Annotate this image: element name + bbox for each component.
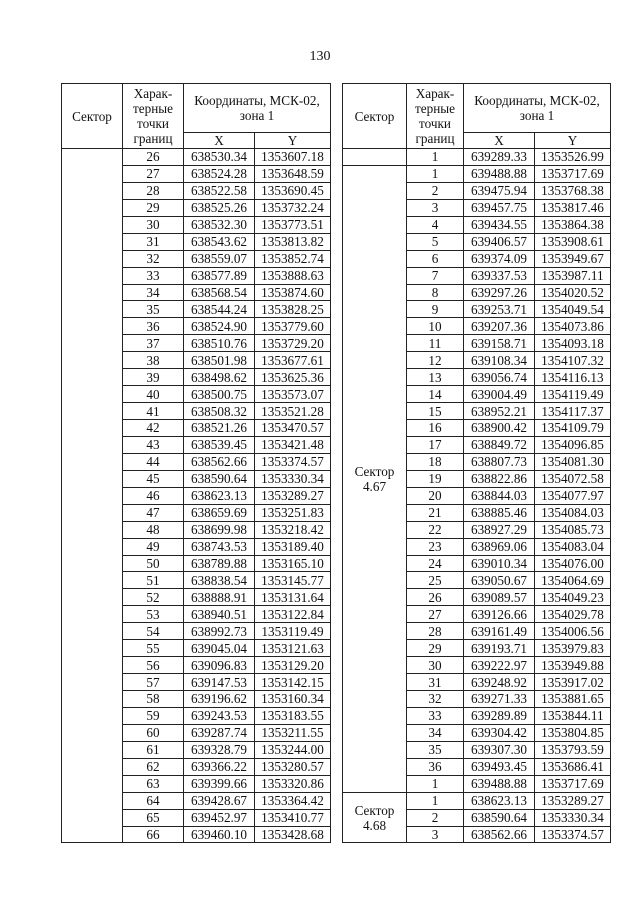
point-number-cell: 26 xyxy=(123,149,184,166)
x-coordinate-cell: 639366.22 xyxy=(184,758,255,775)
point-number-cell: 46 xyxy=(123,487,184,504)
x-coordinate-cell: 639328.79 xyxy=(184,741,255,758)
x-coordinate-cell: 638590.64 xyxy=(464,809,535,826)
x-coordinate-cell: 638659.69 xyxy=(184,504,255,521)
point-number-cell: 17 xyxy=(407,436,464,453)
y-coordinate-cell: 1354076.00 xyxy=(535,555,611,572)
y-coordinate-cell: 1354093.18 xyxy=(535,335,611,352)
x-coordinate-cell: 639488.88 xyxy=(464,775,535,792)
y-coordinate-cell: 1353289.27 xyxy=(535,792,611,809)
x-coordinate-cell: 639056.74 xyxy=(464,369,535,386)
x-coordinate-cell: 638940.51 xyxy=(184,606,255,623)
point-number-cell: 7 xyxy=(407,267,464,284)
y-coordinate-cell: 1354096.85 xyxy=(535,436,611,453)
x-coordinate-cell: 639475.94 xyxy=(464,182,535,199)
point-number-cell: 1 xyxy=(407,149,464,166)
point-number-cell: 3 xyxy=(407,826,464,843)
x-coordinate-cell: 639045.04 xyxy=(184,640,255,657)
y-coordinate-cell: 1353949.88 xyxy=(535,657,611,674)
coordinates-table-right xyxy=(342,83,611,843)
x-coordinate-cell: 638838.54 xyxy=(184,572,255,589)
x-coordinate-cell: 639193.71 xyxy=(464,640,535,657)
x-coordinate-cell: 639428.67 xyxy=(184,792,255,809)
y-coordinate-cell: 1353874.60 xyxy=(255,284,331,301)
point-number-cell: 20 xyxy=(407,487,464,504)
x-coordinate-cell: 638562.66 xyxy=(184,453,255,470)
x-coordinate-cell: 639297.26 xyxy=(464,284,535,301)
x-coordinate-cell: 639222.97 xyxy=(464,657,535,674)
point-number-cell: 26 xyxy=(407,589,464,606)
point-number-cell: 25 xyxy=(407,572,464,589)
point-number-cell: 36 xyxy=(407,758,464,775)
point-number-cell: 15 xyxy=(407,403,464,420)
point-number-cell: 1 xyxy=(407,792,464,809)
y-coordinate-cell: 1353320.86 xyxy=(255,775,331,792)
header-sector: Сектор xyxy=(343,84,407,149)
point-number-cell: 14 xyxy=(407,386,464,403)
x-coordinate-cell: 638524.90 xyxy=(184,318,255,335)
x-coordinate-cell: 638952.21 xyxy=(464,403,535,420)
point-number-cell: 33 xyxy=(407,707,464,724)
point-number-cell: 45 xyxy=(123,470,184,487)
x-coordinate-cell: 639271.33 xyxy=(464,691,535,708)
point-number-cell: 5 xyxy=(407,233,464,250)
point-number-cell: 33 xyxy=(123,267,184,284)
y-coordinate-cell: 1353160.34 xyxy=(255,691,331,708)
x-coordinate-cell: 638508.32 xyxy=(184,403,255,420)
y-coordinate-cell: 1354006.56 xyxy=(535,623,611,640)
x-coordinate-cell: 639452.97 xyxy=(184,809,255,826)
point-number-cell: 42 xyxy=(123,420,184,437)
x-coordinate-cell: 638789.88 xyxy=(184,555,255,572)
y-coordinate-cell: 1353122.84 xyxy=(255,606,331,623)
point-number-cell: 55 xyxy=(123,640,184,657)
point-number-cell: 44 xyxy=(123,453,184,470)
x-coordinate-cell: 639289.33 xyxy=(464,149,535,166)
point-number-cell: 61 xyxy=(123,741,184,758)
x-coordinate-cell: 638544.24 xyxy=(184,301,255,318)
y-coordinate-cell: 1353779.60 xyxy=(255,318,331,335)
header-x: X xyxy=(464,133,535,149)
x-coordinate-cell: 639374.09 xyxy=(464,250,535,267)
x-coordinate-cell: 638885.46 xyxy=(464,504,535,521)
x-coordinate-cell: 638844.03 xyxy=(464,487,535,504)
x-coordinate-cell: 638900.42 xyxy=(464,420,535,437)
point-number-cell: 66 xyxy=(123,826,184,843)
y-coordinate-cell: 1354116.13 xyxy=(535,369,611,386)
y-coordinate-cell: 1353121.63 xyxy=(255,640,331,657)
point-number-cell: 41 xyxy=(123,403,184,420)
x-coordinate-cell: 639096.83 xyxy=(184,657,255,674)
y-coordinate-cell: 1353768.38 xyxy=(535,182,611,199)
y-coordinate-cell: 1353917.02 xyxy=(535,674,611,691)
y-coordinate-cell: 1353244.00 xyxy=(255,741,331,758)
y-coordinate-cell: 1353189.40 xyxy=(255,538,331,555)
x-coordinate-cell: 639337.53 xyxy=(464,267,535,284)
y-coordinate-cell: 1353987.11 xyxy=(535,267,611,284)
point-number-cell: 28 xyxy=(407,623,464,640)
point-number-cell: 52 xyxy=(123,589,184,606)
x-coordinate-cell: 639207.36 xyxy=(464,318,535,335)
point-number-cell: 31 xyxy=(407,674,464,691)
table-row xyxy=(343,149,611,166)
y-coordinate-cell: 1353280.57 xyxy=(255,758,331,775)
x-coordinate-cell: 638849.72 xyxy=(464,436,535,453)
y-coordinate-cell: 1354049.23 xyxy=(535,589,611,606)
point-number-cell: 4 xyxy=(407,216,464,233)
point-number-cell: 59 xyxy=(123,707,184,724)
x-coordinate-cell: 639289.89 xyxy=(464,707,535,724)
y-coordinate-cell: 1353428.68 xyxy=(255,826,331,843)
y-coordinate-cell: 1353165.10 xyxy=(255,555,331,572)
y-coordinate-cell: 1353129.20 xyxy=(255,657,331,674)
table-row xyxy=(343,165,611,182)
x-coordinate-cell: 639304.42 xyxy=(464,724,535,741)
y-coordinate-cell: 1354084.03 xyxy=(535,504,611,521)
x-coordinate-cell: 638498.62 xyxy=(184,369,255,386)
x-coordinate-cell: 638969.06 xyxy=(464,538,535,555)
y-coordinate-cell: 1353330.34 xyxy=(255,470,331,487)
point-number-cell: 57 xyxy=(123,674,184,691)
x-coordinate-cell: 638539.45 xyxy=(184,436,255,453)
header-y: Y xyxy=(535,133,611,149)
point-number-cell: 18 xyxy=(407,453,464,470)
x-coordinate-cell: 639248.92 xyxy=(464,674,535,691)
y-coordinate-cell: 1354083.04 xyxy=(535,538,611,555)
point-number-cell: 38 xyxy=(123,352,184,369)
x-coordinate-cell: 638699.98 xyxy=(184,521,255,538)
y-coordinate-cell: 1354020.52 xyxy=(535,284,611,301)
y-coordinate-cell: 1353717.69 xyxy=(535,165,611,182)
x-coordinate-cell: 639050.67 xyxy=(464,572,535,589)
point-number-cell: 27 xyxy=(123,165,184,182)
y-coordinate-cell: 1353251.83 xyxy=(255,504,331,521)
x-coordinate-cell: 638543.62 xyxy=(184,233,255,250)
y-coordinate-cell: 1353908.61 xyxy=(535,233,611,250)
sector-cell-empty xyxy=(343,149,407,166)
x-coordinate-cell: 638888.91 xyxy=(184,589,255,606)
point-number-cell: 54 xyxy=(123,623,184,640)
x-coordinate-cell: 638510.76 xyxy=(184,335,255,352)
point-number-cell: 8 xyxy=(407,284,464,301)
x-coordinate-cell: 638524.28 xyxy=(184,165,255,182)
point-number-cell: 60 xyxy=(123,724,184,741)
point-number-cell: 29 xyxy=(123,199,184,216)
y-coordinate-cell: 1353374.57 xyxy=(255,453,331,470)
y-coordinate-cell: 1353131.64 xyxy=(255,589,331,606)
y-coordinate-cell: 1353852.74 xyxy=(255,250,331,267)
point-number-cell: 6 xyxy=(407,250,464,267)
header-coords: Координаты, МСК-02, зона 1 xyxy=(464,84,611,133)
y-coordinate-cell: 1353979.83 xyxy=(535,640,611,657)
point-number-cell: 36 xyxy=(123,318,184,335)
header-points: Харак- терные точки границ xyxy=(407,84,464,149)
x-coordinate-cell: 639126.66 xyxy=(464,606,535,623)
y-coordinate-cell: 1354049.54 xyxy=(535,301,611,318)
x-coordinate-cell: 638822.86 xyxy=(464,470,535,487)
point-number-cell: 19 xyxy=(407,470,464,487)
x-coordinate-cell: 638559.07 xyxy=(184,250,255,267)
x-coordinate-cell: 638568.54 xyxy=(184,284,255,301)
y-coordinate-cell: 1353410.77 xyxy=(255,809,331,826)
point-number-cell: 30 xyxy=(123,216,184,233)
x-coordinate-cell: 639434.55 xyxy=(464,216,535,233)
point-number-cell: 34 xyxy=(123,284,184,301)
table-row xyxy=(62,149,331,166)
point-number-cell: 56 xyxy=(123,657,184,674)
header-sector: Сектор xyxy=(62,84,123,149)
point-number-cell: 32 xyxy=(407,691,464,708)
point-number-cell: 10 xyxy=(407,318,464,335)
point-number-cell: 49 xyxy=(123,538,184,555)
y-coordinate-cell: 1353526.99 xyxy=(535,149,611,166)
y-coordinate-cell: 1353330.34 xyxy=(535,809,611,826)
x-coordinate-cell: 639089.57 xyxy=(464,589,535,606)
sector-label-4-67: Сектор 4.67 xyxy=(343,165,407,792)
point-number-cell: 11 xyxy=(407,335,464,352)
y-coordinate-cell: 1353364.42 xyxy=(255,792,331,809)
point-number-cell: 32 xyxy=(123,250,184,267)
x-coordinate-cell: 639108.34 xyxy=(464,352,535,369)
x-coordinate-cell: 639307.30 xyxy=(464,741,535,758)
y-coordinate-cell: 1354073.86 xyxy=(535,318,611,335)
y-coordinate-cell: 1353773.51 xyxy=(255,216,331,233)
y-coordinate-cell: 1354107.32 xyxy=(535,352,611,369)
point-number-cell: 24 xyxy=(407,555,464,572)
y-coordinate-cell: 1353289.27 xyxy=(255,487,331,504)
y-coordinate-cell: 1353729.20 xyxy=(255,335,331,352)
y-coordinate-cell: 1353142.15 xyxy=(255,674,331,691)
y-coordinate-cell: 1354029.78 xyxy=(535,606,611,623)
header-y: Y xyxy=(255,133,331,149)
x-coordinate-cell: 638743.53 xyxy=(184,538,255,555)
point-number-cell: 40 xyxy=(123,386,184,403)
point-number-cell: 37 xyxy=(123,335,184,352)
point-number-cell: 9 xyxy=(407,301,464,318)
y-coordinate-cell: 1353677.61 xyxy=(255,352,331,369)
x-coordinate-cell: 639493.45 xyxy=(464,758,535,775)
point-number-cell: 34 xyxy=(407,724,464,741)
point-number-cell: 51 xyxy=(123,572,184,589)
point-number-cell: 23 xyxy=(407,538,464,555)
x-coordinate-cell: 639158.71 xyxy=(464,335,535,352)
y-coordinate-cell: 1353804.85 xyxy=(535,724,611,741)
x-coordinate-cell: 638623.13 xyxy=(464,792,535,809)
header-x: X xyxy=(184,133,255,149)
x-coordinate-cell: 638562.66 xyxy=(464,826,535,843)
x-coordinate-cell: 638525.26 xyxy=(184,199,255,216)
x-coordinate-cell: 638530.34 xyxy=(184,149,255,166)
y-coordinate-cell: 1353717.69 xyxy=(535,775,611,792)
point-number-cell: 1 xyxy=(407,165,464,182)
point-number-cell: 22 xyxy=(407,521,464,538)
x-coordinate-cell: 639406.57 xyxy=(464,233,535,250)
x-coordinate-cell: 638532.30 xyxy=(184,216,255,233)
y-coordinate-cell: 1353881.65 xyxy=(535,691,611,708)
x-coordinate-cell: 639004.49 xyxy=(464,386,535,403)
x-coordinate-cell: 639243.53 xyxy=(184,707,255,724)
sector-label-4-68: Сектор 4.68 xyxy=(343,792,407,843)
x-coordinate-cell: 638521.26 xyxy=(184,420,255,437)
point-number-cell: 58 xyxy=(123,691,184,708)
y-coordinate-cell: 1353732.24 xyxy=(255,199,331,216)
x-coordinate-cell: 639253.71 xyxy=(464,301,535,318)
point-number-cell: 31 xyxy=(123,233,184,250)
x-coordinate-cell: 638522.58 xyxy=(184,182,255,199)
point-number-cell: 29 xyxy=(407,640,464,657)
y-coordinate-cell: 1354077.97 xyxy=(535,487,611,504)
point-number-cell: 62 xyxy=(123,758,184,775)
y-coordinate-cell: 1354072.58 xyxy=(535,470,611,487)
header-points: Харак- терные точки границ xyxy=(123,84,184,149)
x-coordinate-cell: 639287.74 xyxy=(184,724,255,741)
coordinates-table-left xyxy=(61,83,331,843)
point-number-cell: 39 xyxy=(123,369,184,386)
point-number-cell: 48 xyxy=(123,521,184,538)
y-coordinate-cell: 1353470.57 xyxy=(255,420,331,437)
point-number-cell: 63 xyxy=(123,775,184,792)
y-coordinate-cell: 1353573.07 xyxy=(255,386,331,403)
point-number-cell: 2 xyxy=(407,809,464,826)
x-coordinate-cell: 639460.10 xyxy=(184,826,255,843)
x-coordinate-cell: 638500.75 xyxy=(184,386,255,403)
y-coordinate-cell: 1353145.77 xyxy=(255,572,331,589)
y-coordinate-cell: 1353844.11 xyxy=(535,707,611,724)
x-coordinate-cell: 639161.49 xyxy=(464,623,535,640)
point-number-cell: 35 xyxy=(407,741,464,758)
y-coordinate-cell: 1353218.42 xyxy=(255,521,331,538)
point-number-cell: 1 xyxy=(407,775,464,792)
y-coordinate-cell: 1353888.63 xyxy=(255,267,331,284)
sector-cell-empty xyxy=(62,149,123,843)
point-number-cell: 64 xyxy=(123,792,184,809)
point-number-cell: 65 xyxy=(123,809,184,826)
point-number-cell: 28 xyxy=(123,182,184,199)
x-coordinate-cell: 638623.13 xyxy=(184,487,255,504)
x-coordinate-cell: 638577.89 xyxy=(184,267,255,284)
point-number-cell: 53 xyxy=(123,606,184,623)
y-coordinate-cell: 1354117.37 xyxy=(535,403,611,420)
y-coordinate-cell: 1353690.45 xyxy=(255,182,331,199)
y-coordinate-cell: 1353864.38 xyxy=(535,216,611,233)
point-number-cell: 47 xyxy=(123,504,184,521)
point-number-cell: 30 xyxy=(407,657,464,674)
x-coordinate-cell: 639488.88 xyxy=(464,165,535,182)
point-number-cell: 21 xyxy=(407,504,464,521)
y-coordinate-cell: 1354109.79 xyxy=(535,420,611,437)
point-number-cell: 13 xyxy=(407,369,464,386)
y-coordinate-cell: 1353183.55 xyxy=(255,707,331,724)
y-coordinate-cell: 1353625.36 xyxy=(255,369,331,386)
y-coordinate-cell: 1353648.59 xyxy=(255,165,331,182)
point-number-cell: 43 xyxy=(123,436,184,453)
table-row xyxy=(343,792,611,809)
x-coordinate-cell: 638992.73 xyxy=(184,623,255,640)
y-coordinate-cell: 1354064.69 xyxy=(535,572,611,589)
y-coordinate-cell: 1353813.82 xyxy=(255,233,331,250)
point-number-cell: 27 xyxy=(407,606,464,623)
point-number-cell: 16 xyxy=(407,420,464,437)
x-coordinate-cell: 639010.34 xyxy=(464,555,535,572)
page-number: 130 xyxy=(309,49,331,64)
x-coordinate-cell: 638927.29 xyxy=(464,521,535,538)
header-coords: Координаты, МСК-02, зона 1 xyxy=(184,84,331,133)
x-coordinate-cell: 638501.98 xyxy=(184,352,255,369)
point-number-cell: 35 xyxy=(123,301,184,318)
y-coordinate-cell: 1353828.25 xyxy=(255,301,331,318)
y-coordinate-cell: 1354081.30 xyxy=(535,453,611,470)
x-coordinate-cell: 639457.75 xyxy=(464,199,535,216)
point-number-cell: 2 xyxy=(407,182,464,199)
point-number-cell: 12 xyxy=(407,352,464,369)
x-coordinate-cell: 638590.64 xyxy=(184,470,255,487)
y-coordinate-cell: 1354119.49 xyxy=(535,386,611,403)
y-coordinate-cell: 1353793.59 xyxy=(535,741,611,758)
y-coordinate-cell: 1353119.49 xyxy=(255,623,331,640)
x-coordinate-cell: 638807.73 xyxy=(464,453,535,470)
x-coordinate-cell: 639196.62 xyxy=(184,691,255,708)
point-number-cell: 50 xyxy=(123,555,184,572)
point-number-cell: 3 xyxy=(407,199,464,216)
y-coordinate-cell: 1353607.18 xyxy=(255,149,331,166)
y-coordinate-cell: 1353949.67 xyxy=(535,250,611,267)
x-coordinate-cell: 639147.53 xyxy=(184,674,255,691)
y-coordinate-cell: 1353817.46 xyxy=(535,199,611,216)
y-coordinate-cell: 1353686.41 xyxy=(535,758,611,775)
y-coordinate-cell: 1353421.48 xyxy=(255,436,331,453)
y-coordinate-cell: 1353211.55 xyxy=(255,724,331,741)
x-coordinate-cell: 639399.66 xyxy=(184,775,255,792)
y-coordinate-cell: 1353374.57 xyxy=(535,826,611,843)
y-coordinate-cell: 1354085.73 xyxy=(535,521,611,538)
y-coordinate-cell: 1353521.28 xyxy=(255,403,331,420)
